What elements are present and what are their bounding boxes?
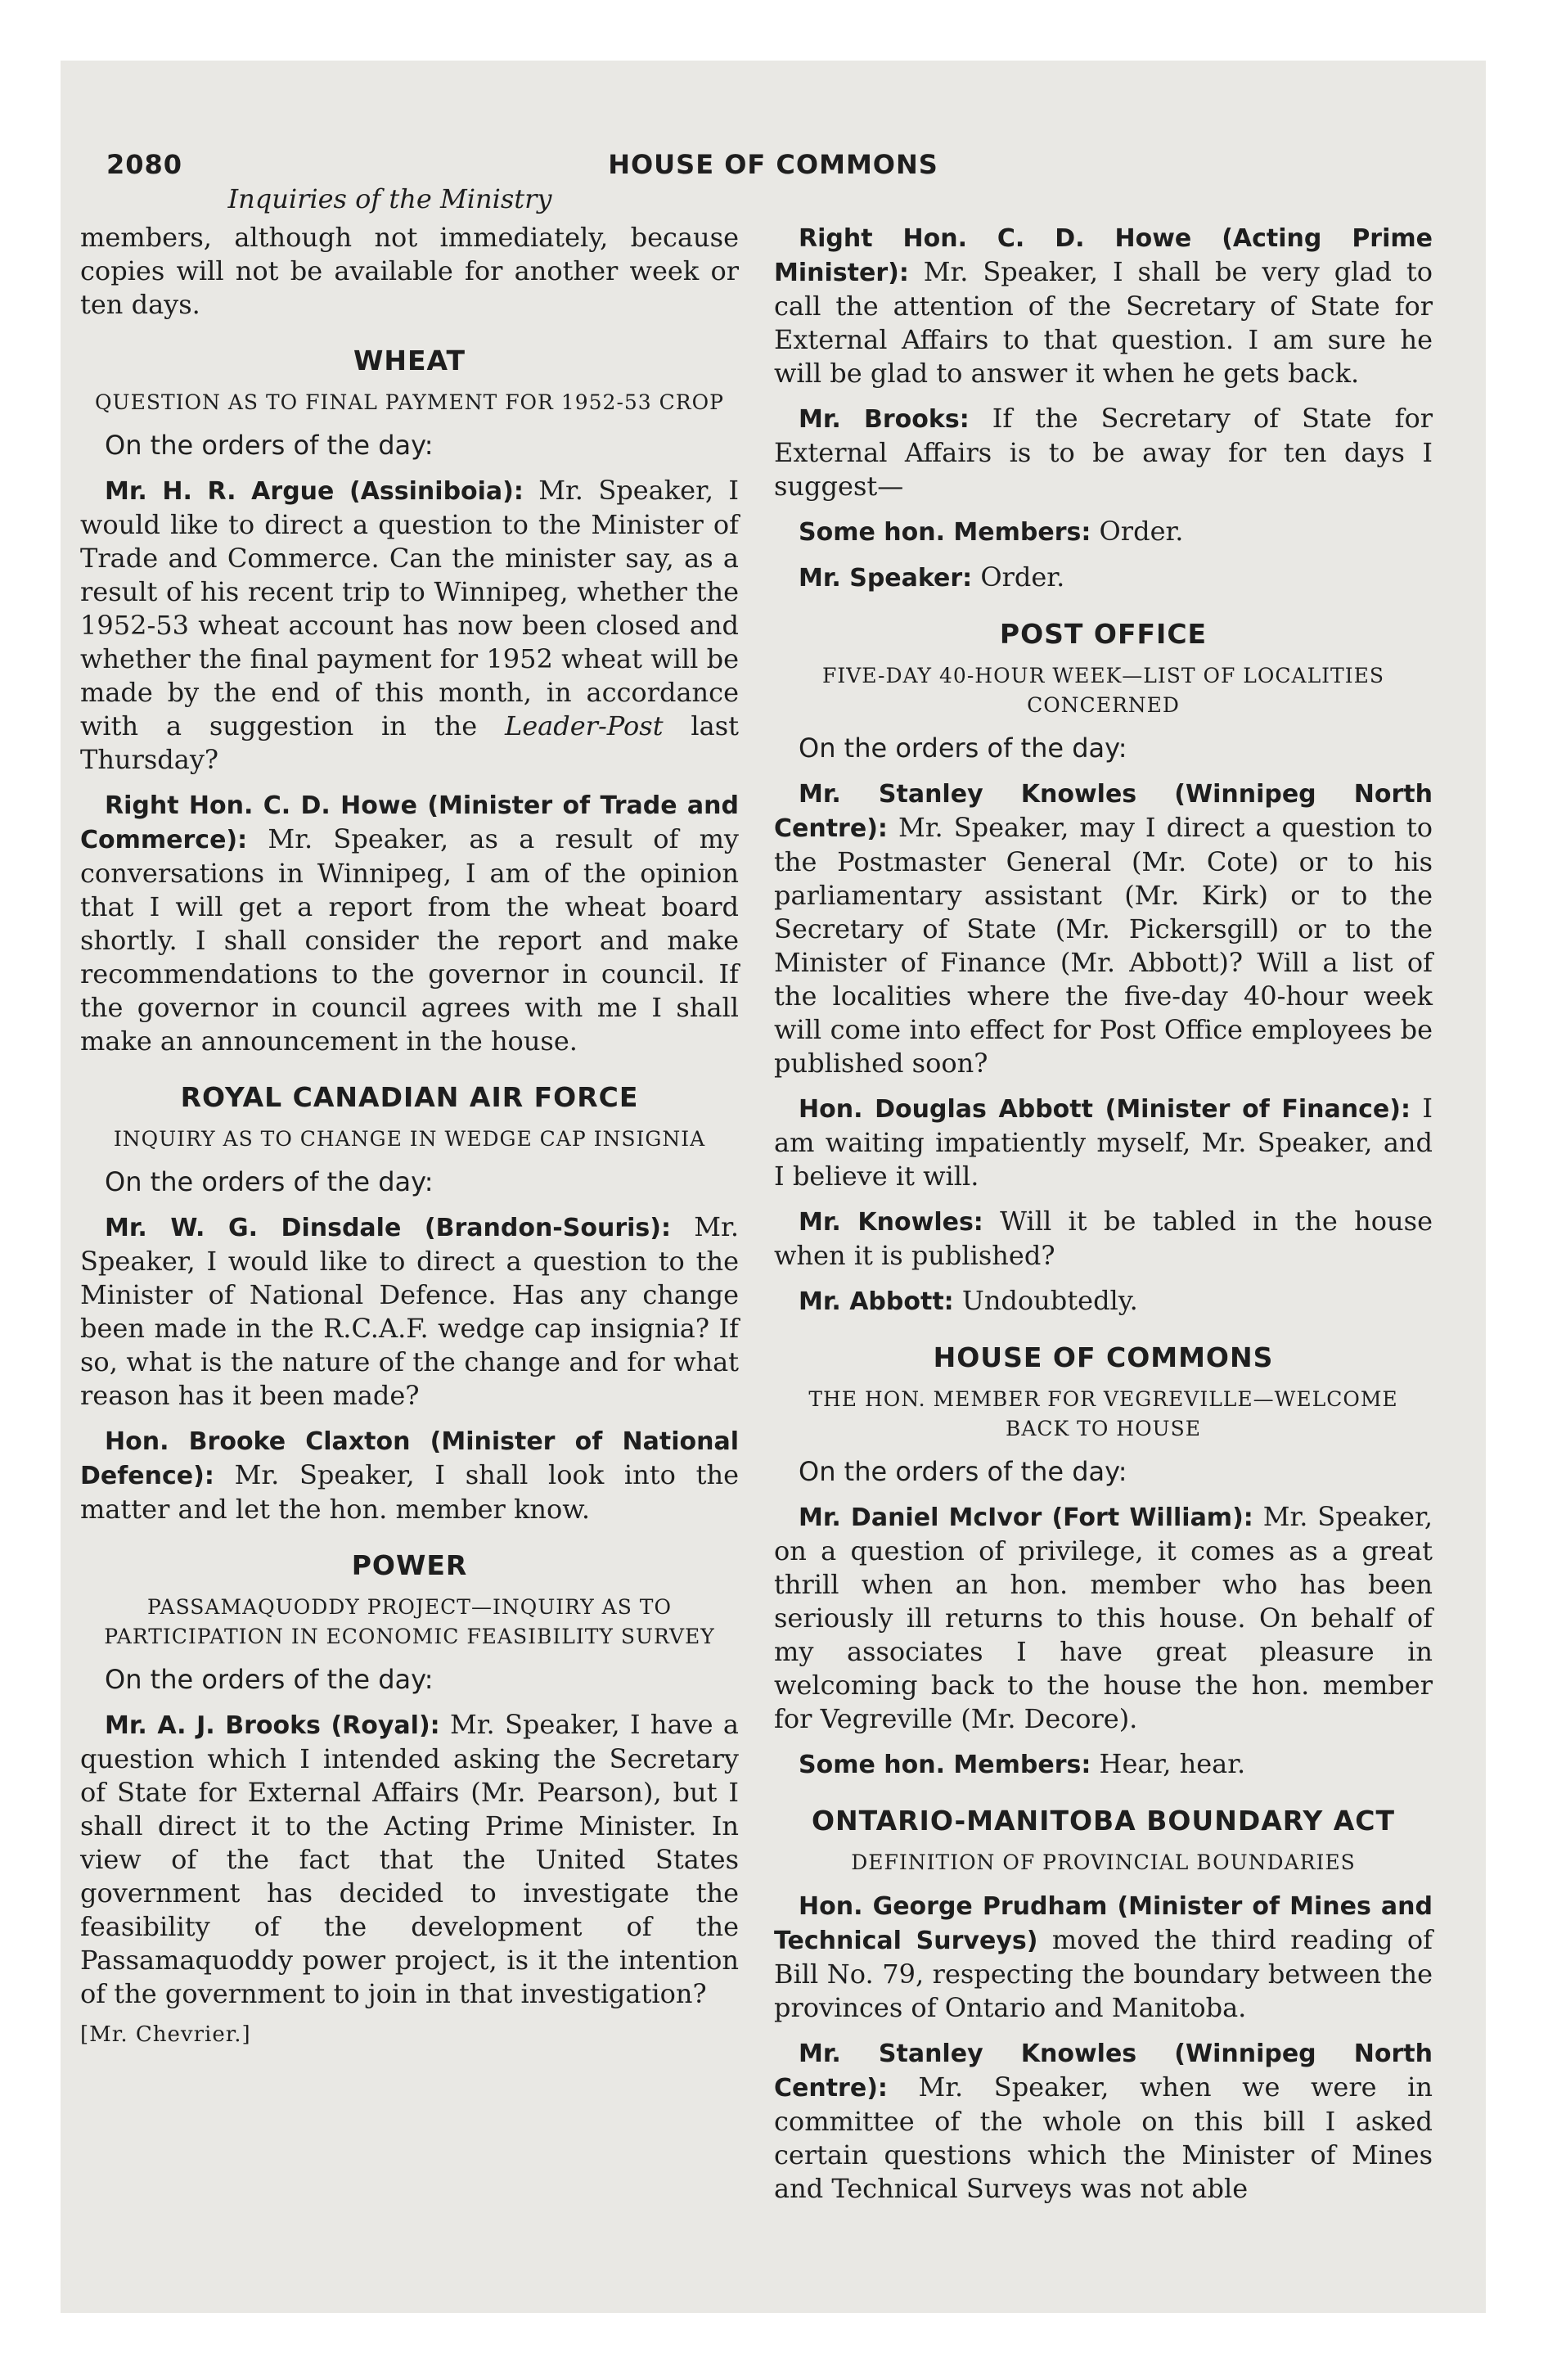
speaker-name: Mr. W. G. Dinsdale (Brandon-Souris): [105,1214,671,1242]
paragraph [774,221,1433,390]
section-heading-power: POWER [351,1549,468,1581]
paragraph [774,777,1433,1080]
left-column [80,221,739,2047]
section-heading-house: HOUSE OF COMMONS [933,1341,1274,1373]
speaker-name: Mr. Stanley Knowles (Winnipeg North Centre): [774,780,1433,843]
orders-of-day: On the orders of the day: [799,1456,1127,1487]
paragraph [80,1708,739,2011]
speech-text: Undoubtedly. [961,1285,1138,1316]
paragraph [80,788,739,1058]
orders-of-day: On the orders of the day: [799,732,1127,764]
section-subheading: INQUIRY AS TO CHANGE IN WEDGE CAP INSIGNIA [113,1127,706,1151]
paragraph [774,1889,1433,2025]
speech-text: If the Secretary of State for External Affairs is to be away for ten days I suggest— [774,403,1433,502]
paragraph [774,1500,1433,1736]
paragraph [774,1205,1433,1273]
speech-text: moved the third reading of Bill No. 79, respecting the boundary between the provinces of Ontario and Manitoba. [774,1924,1433,2023]
paragraph [774,1092,1433,1193]
paragraph [774,2036,1433,2206]
paragraph [774,1747,1433,1782]
scanned-page-background [61,61,1486,2313]
speech-text: Mr. Speaker, I have a question which I intended asking the Secretary of State for External Affairs (Mr. Pearson), but I shall direct it to the Acting Prime Minister. In view of the fact that the United States government has decided to investigate the feasibility of the development of the Passamaquoddy power project, is it the intention of the government to join in that investigation? [80,1709,739,2009]
section-heading-rcaf: ROYAL CANADIAN AIR FORCE [180,1081,639,1113]
speaker-name: Hon. George Prudham (Minister of Mines and Technical Surveys) [774,1892,1433,1955]
speech-text: Mr. Speaker, I would like to direct a question to the Minister of Trade and Commerce. Can the minister say, as a result of his recent trip to Winnipeg, whether the 1952-53 wheat account has now been closed and whether the final payment for 1952 wheat will be made by the end of this month, in accordance with a suggestion in the [80,475,740,741]
speech-text: Mr. Speaker, I shall look into the matter and let the hon. member know. [80,1459,740,1525]
speaker-name: Mr. Brooks: [799,405,970,434]
paragraph [80,1424,739,1526]
speaker-name: Some hon. Members: [799,1751,1091,1779]
italic-text: Leader-Post [504,710,664,741]
speech-text: Mr. Speaker, I shall be very glad to call the attention of the Secretary of State for External Affairs to that question. I am sure he will be glad to answer it when he gets back. [774,256,1433,389]
speech-text: Hear, hear. [1099,1748,1246,1779]
speech-text: Mr. Speaker, as a result of my conversations in Winnipeg, I am of the opinion that I will get a report from the wheat board shortly. I shall consider the report and make recommendations to the governor in council. If the governor in council agrees with me I shall make an announcement in the house. [80,823,739,1057]
speaker-name: Right Hon. C. D. Howe (Acting Prime Minister): [774,224,1433,287]
paragraph [774,561,1433,595]
orders-of-day: On the orders of the day: [105,430,434,461]
speaker-name: Mr. Knowles: [799,1208,983,1237]
orders-of-day: On the orders of the day: [105,1166,434,1197]
speech-text: Order. [980,561,1065,593]
orders-of-day: On the orders of the day: [105,1664,434,1695]
speaker-name: Mr. Daniel McIvor (Fort William): [799,1503,1253,1532]
speech-text: Order. [1099,516,1184,547]
speaker-name: Hon. Brooke Claxton (Minister of National Defence): [80,1427,739,1490]
page-title: HOUSE OF COMMONS [608,149,938,180]
speaker-name: Some hon. Members: [799,518,1091,547]
speech-text: Mr. Speaker, when we were in committee of the whole on this bill I asked certain questions which the Minister of Mines and Technical Surveys was not able [774,2071,1433,2204]
speaker-name: Hon. Douglas Abbott (Minister of Finance): [799,1095,1411,1124]
speech-text: Mr. Speaker, I would like to direct a question to the Minister of National Defence. Has any change been made in the R.C.A.F. wedge cap insignia? If so, what is the nature of the change and for what reason has it been made? [80,1211,739,1411]
speaker-name: Mr. H. R. Argue (Assiniboia): [105,477,524,506]
paragraph [774,402,1433,503]
paragraph [774,1284,1433,1318]
speaker-name: Mr. Speaker: [799,564,973,593]
speech-text: last Thursday? [80,710,740,775]
paragraph [80,474,739,777]
right-column [774,221,1433,2217]
speaker-name: Right Hon. C. D. Howe (Minister of Trade and Commerce): [80,791,739,854]
page-number: 2080 [106,149,183,180]
footer-speaker-note: [Mr. Chevrier.] [80,2022,251,2047]
speech-text: Mr. Speaker, may I direct a question to the Postmaster General (Mr. Cote) or to his parliamentary assistant (Mr. Kirk) or to the Secretary of State (Mr. Pickersgill) or to the Minister of Finance (Mr. Abbott)? Will a list of the localities where the five-day 40-hour week will come into effect for Post Office employees be published soon? [774,812,1433,1079]
running-subtitle: Inquiries of the Ministry [227,183,552,214]
speaker-name: Mr. Abbott: [799,1287,954,1316]
speech-text: Mr. Speaker, on a question of privilege, it comes as a great thrill when an hon. member who has been seriously ill returns to this house. On behalf of my associates I have great pleasure in welcoming back to the house the hon. member for Vegreville (Mr. Decore). [774,1501,1433,1734]
hansard-page [61,61,1486,2313]
section-subheading: THE HON. MEMBER FOR VEGREVILLE—WELCOME BACK TO HOUSE [808,1387,1398,1440]
section-heading-wheat: WHEAT [353,345,466,376]
section-heading-post-office: POST OFFICE [999,618,1208,650]
speaker-name: Mr. A. J. Brooks (Royal): [105,1711,440,1740]
paragraph [80,1210,739,1413]
paragraph [774,515,1433,549]
section-subheading: QUESTION AS TO FINAL PAYMENT FOR 1952-53 CROP [95,390,724,414]
speaker-name: Mr. Stanley Knowles (Winnipeg North Centre): [774,2040,1433,2103]
speech-text: Will it be tabled in the house when it is published? [774,1206,1433,1271]
section-heading-ontario-manitoba: ONTARIO-MANITOBA BOUNDARY ACT [811,1805,1396,1837]
speech-text: I am waiting impatiently myself, Mr. Speaker, and I believe it will. [774,1093,1433,1192]
section-subheading: PASSAMAQUODDY PROJECT—INQUIRY AS TO PARTICIPATION IN ECONOMIC FEASIBILITY SURVEY [104,1595,715,1648]
section-subheading: FIVE-DAY 40-HOUR WEEK—LIST OF LOCALITIES CONCERNED [822,664,1384,717]
paragraph: members, although not immediately, because copies will not be available for another week or ten days. [80,222,739,320]
section-subheading: DEFINITION OF PROVINCIAL BOUNDARIES [851,1850,1356,1874]
